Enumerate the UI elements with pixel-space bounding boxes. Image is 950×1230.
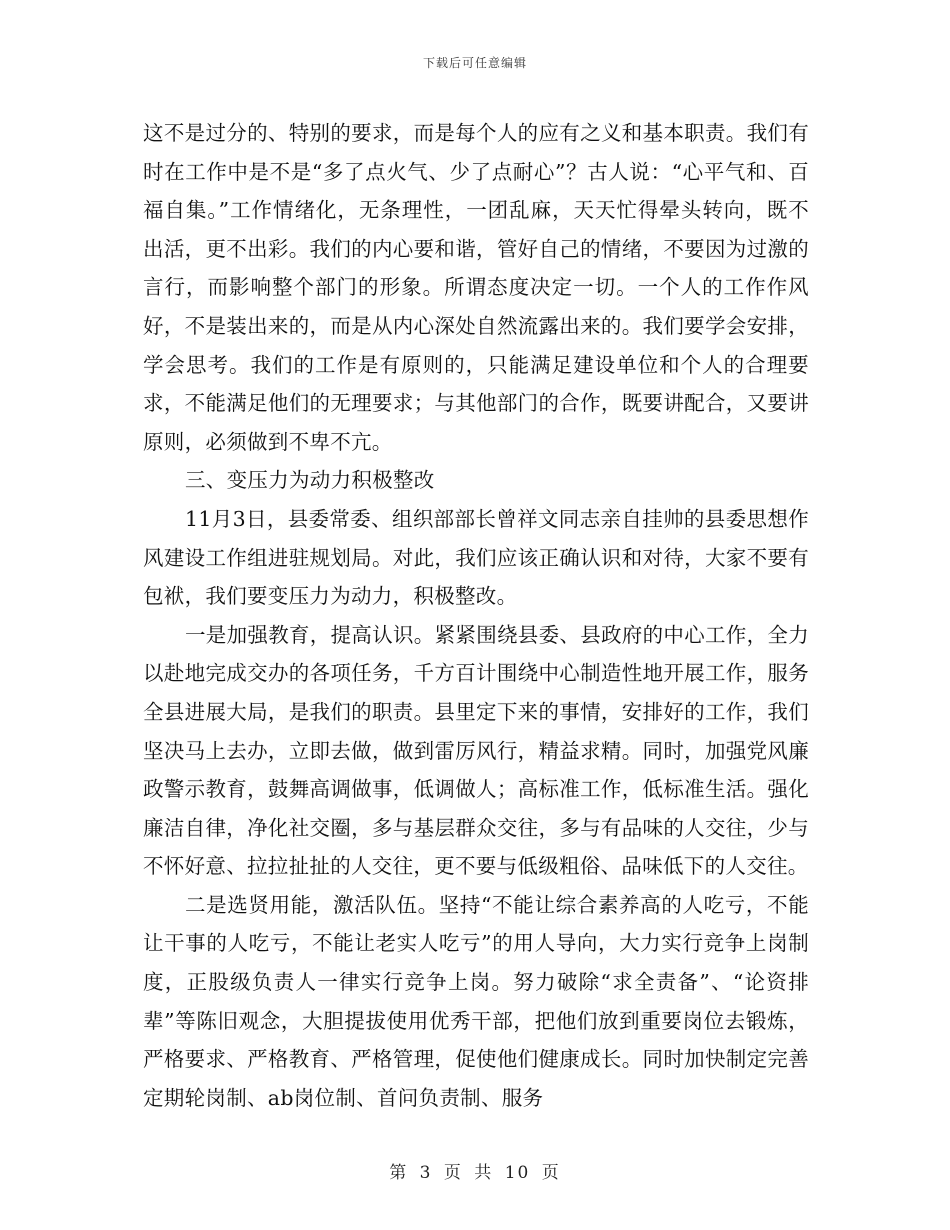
paragraph: 二是选贤用能，激活队伍。坚持“不能让综合素养高的人吃亏，不能让干事的人吃亏，不能让老实人吃亏”的用人导向，大力实行竞争上岗制度，正股级负责人一律实行竞争上岗。努力破除“求全责备”、“论资排辈”等陈旧观念，大胆提拔使用优秀干部，把他们放到重要岗位去锻炼，严格要求、严格教育、严格管理，促使他们健康成长。同时加快制定完善定期轮岗制、ab岗位制、首问负责制、服务 [143,892,809,1110]
paragraph-continued: 这不是过分的、特别的要求，而是每个人的应有之义和基本职责。我们有时在工作中是不是“多了点火气、少了点耐心”？古人说：“心平气和、百福自集。”工作情绪化，无条理性，一团乱麻，天天忙得晕头转向，既不出活，更不出彩。我们的内心要和谐，管好自己的情绪，不要因为过激的言行，而影响整个部门的形象。所谓态度决定一切。一个人的工作作风好，不是装出来的，而是从内心深处自然流露出来的。我们要学会安排，学会思考。我们的工作是有原则的，只能满足建设单位和个人的合理要求，不能满足他们的无理要求；与其他部门的合作，既要讲配合，又要讲原则，必须做到不卑不亢。 [143,121,809,454]
page-number: 第 3 页 共 10 页 [389,1163,561,1183]
document-body [143,114,809,1117]
page-header: 下载后可任意编辑 [422,56,527,70]
paragraph: 11月3日，县委常委、组织部部长曾祥文同志亲自挂帅的县委思想作风建设工作组进驻规划局。对此，我们应该正确认识和对待，大家不要有包袱，我们要变压力为动力，积极整改。 [143,506,809,609]
paragraph: 一是加强教育，提高认识。紧紧围绕县委、县政府的中心工作，全力以赴地完成交办的各项任务，千方百计围绕中心制造性地开展工作，服务全县进展大局，是我们的职责。县里定下来的事情，安排好的工作，我们坚决马上去办，立即去做，做到雷厉风行，精益求精。同时，加强党风廉政警示教育，鼓舞高调做事，低调做人；高标准工作，低标准生活。强化廉洁自律，净化社交圈，多与基层群众交往，多与有品味的人交往，少与不怀好意、拉拉扯扯的人交往，更不要与低级粗俗、品味低下的人交往。 [143,622,809,879]
section-heading: 三、变压力为动力积极整改 [185,468,435,493]
